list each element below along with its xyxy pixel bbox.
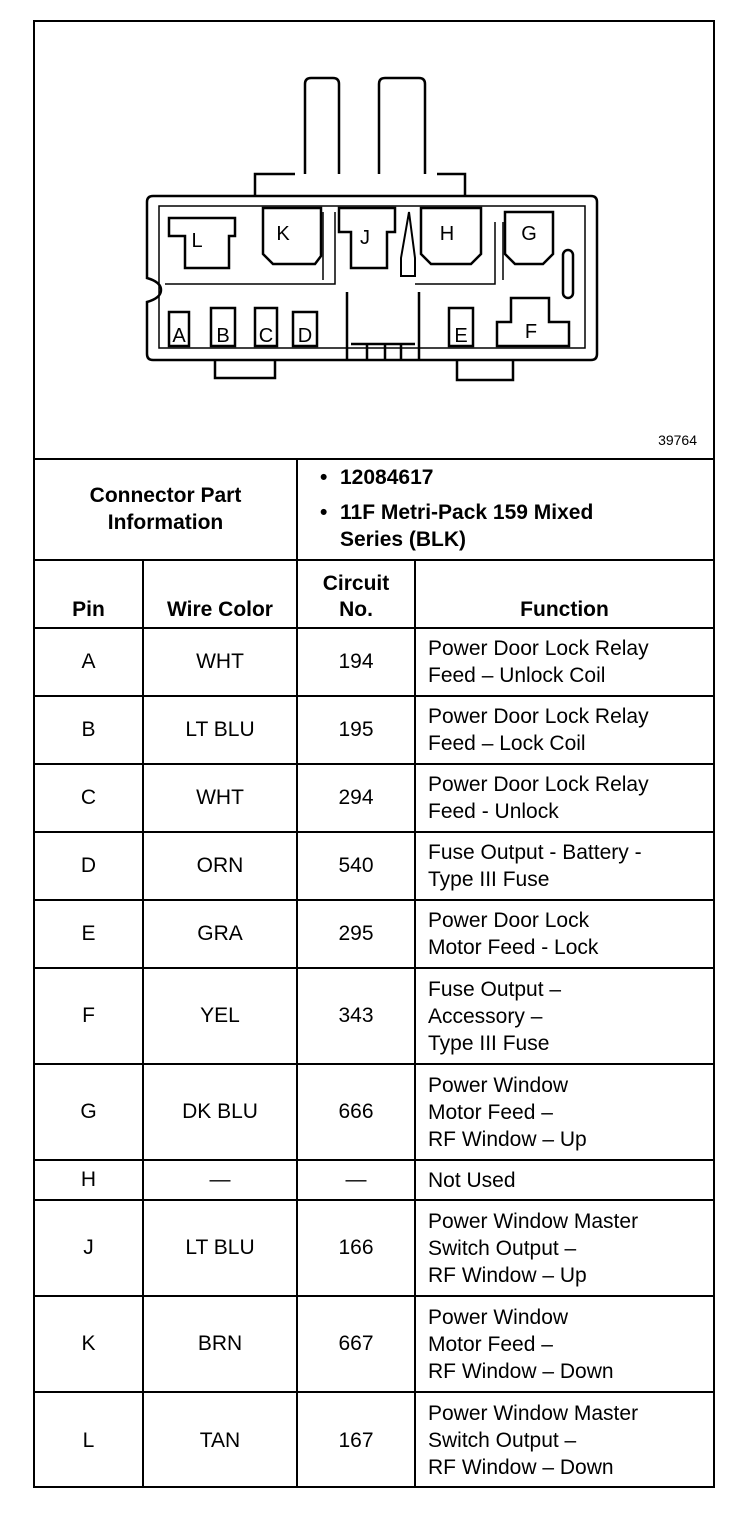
function-line: Power Window	[428, 1305, 569, 1329]
pin-label-B: B	[216, 325, 230, 347]
table-row	[35, 1160, 713, 1200]
pin-cell: D	[35, 832, 143, 900]
table-row	[35, 764, 713, 832]
function-line: RF Window – Down	[428, 1456, 614, 1479]
function-line: RF Window – Up	[428, 1127, 587, 1151]
function-cell	[415, 968, 713, 1064]
function-cell	[415, 1296, 713, 1392]
pin-label-F: F	[524, 321, 538, 343]
function-cell	[415, 832, 713, 900]
cavity-K	[263, 208, 321, 264]
function-cell	[415, 764, 713, 832]
pin-label-D: D	[297, 325, 313, 347]
side-slot	[563, 250, 573, 298]
function-line: Fuse Output –	[428, 977, 562, 1001]
function-line: Motor Feed –	[428, 1100, 553, 1124]
circuit-cell: 295	[297, 900, 415, 968]
function-line: RF Window – Up	[428, 1263, 587, 1287]
pin-label-C: C	[258, 325, 274, 347]
connector-diagram	[35, 22, 713, 460]
wire-color-cell: WHT	[143, 628, 297, 696]
connector-info-details	[297, 458, 713, 560]
connector-info-label-line2: Information	[107, 510, 224, 534]
wire-color-cell: DK BLU	[143, 1064, 297, 1160]
top-latch-left	[305, 78, 339, 174]
pin-cell: F	[35, 968, 143, 1064]
function-cell	[415, 1200, 713, 1296]
table-header-row	[35, 560, 713, 628]
wire-color-cell: TAN	[143, 1392, 297, 1488]
function-cell	[415, 1064, 713, 1160]
function-line: Power Door Lock	[428, 909, 590, 932]
function-line: Power Window	[428, 1073, 569, 1097]
function-line: Motor Feed –	[428, 1332, 553, 1356]
pin-label-J: J	[360, 227, 370, 249]
header-wire-color: Wire Color	[143, 560, 297, 628]
circuit-cell: 195	[297, 696, 415, 764]
pin-cell: C	[35, 764, 143, 832]
pin-cell: H	[35, 1160, 143, 1200]
wire-color-cell: GRA	[143, 900, 297, 968]
pin-label-H: H	[439, 223, 455, 245]
function-line: Fuse Output - Battery -	[428, 841, 642, 864]
top-latch-right	[379, 78, 425, 174]
connector-face-drawing	[35, 22, 713, 458]
function-line: Feed – Unlock Coil	[428, 664, 606, 687]
table-row	[35, 1296, 713, 1392]
wire-color-cell: ORN	[143, 832, 297, 900]
function-line: Power Window Master	[428, 1402, 639, 1425]
top-step-right	[437, 174, 465, 196]
function-line: Accessory –	[428, 1004, 543, 1028]
function-line: Type III Fuse	[428, 868, 550, 891]
function-cell	[415, 900, 713, 968]
figure-number: 39764	[658, 432, 697, 448]
pin-label-K: K	[276, 223, 290, 245]
header-circuit-line2: No.	[339, 598, 373, 621]
table-row	[35, 900, 713, 968]
function-cell	[415, 1392, 713, 1488]
wire-color-cell: YEL	[143, 968, 297, 1064]
function-line: Feed – Lock Coil	[428, 732, 586, 755]
pin-label-L: L	[191, 230, 203, 252]
function-line: Power Door Lock Relay	[428, 637, 649, 660]
pin-rows	[35, 628, 713, 1488]
function-line: Switch Output –	[428, 1429, 577, 1452]
pin-cell: K	[35, 1296, 143, 1392]
pin-label-E: E	[454, 325, 468, 347]
table-row	[35, 968, 713, 1064]
circuit-cell: 194	[297, 628, 415, 696]
function-line: Motor Feed - Lock	[428, 936, 599, 959]
circuit-cell: 343	[297, 968, 415, 1064]
function-line: Power Window Master	[428, 1209, 639, 1233]
table-row	[35, 832, 713, 900]
pin-cell: B	[35, 696, 143, 764]
connector-description	[340, 499, 703, 553]
pin-cell: J	[35, 1200, 143, 1296]
wire-color-cell: BRN	[143, 1296, 297, 1392]
connector-description-line2: Series (BLK)	[340, 528, 467, 551]
pin-cell: E	[35, 900, 143, 968]
header-pin: Pin	[35, 560, 143, 628]
connector-info-label	[35, 458, 297, 560]
connector-info-row	[35, 458, 713, 560]
connector-frame	[33, 20, 715, 1488]
function-line: Feed - Unlock	[428, 800, 559, 823]
function-line: Power Door Lock Relay	[428, 705, 649, 728]
circuit-cell: 540	[297, 832, 415, 900]
function-cell	[415, 1160, 713, 1200]
table-row	[35, 1392, 713, 1488]
pin-cell: L	[35, 1392, 143, 1488]
top-step-left	[255, 174, 295, 196]
table-row	[35, 628, 713, 696]
function-cell	[415, 696, 713, 764]
function-line: RF Window – Down	[428, 1359, 614, 1383]
bottom-tab-right	[457, 360, 513, 380]
table-row	[35, 1200, 713, 1296]
header-function: Function	[415, 560, 713, 628]
pin-cell: G	[35, 1064, 143, 1160]
circuit-cell: 167	[297, 1392, 415, 1488]
circuit-cell: —	[297, 1160, 415, 1200]
header-circuit-line1: Circuit	[322, 572, 390, 595]
table-row	[35, 1064, 713, 1160]
connector-info-label-line1: Connector Part	[89, 483, 242, 507]
center-key	[347, 292, 419, 360]
circuit-cell: 294	[297, 764, 415, 832]
wire-color-cell: WHT	[143, 764, 297, 832]
pin-label-G: G	[521, 223, 537, 245]
bottom-tab-left	[215, 360, 275, 378]
header-circuit-no	[297, 560, 415, 628]
pin-cell: A	[35, 628, 143, 696]
function-line: Type III Fuse	[428, 1031, 550, 1055]
table-row	[35, 696, 713, 764]
pinout-table	[35, 458, 713, 1488]
function-line: Switch Output –	[428, 1236, 577, 1260]
circuit-cell: 166	[297, 1200, 415, 1296]
circuit-cell: 666	[297, 1064, 415, 1160]
function-line: Power Door Lock Relay	[428, 773, 649, 796]
function-cell	[415, 628, 713, 696]
wire-color-cell: —	[143, 1160, 297, 1200]
connector-description-line1: 11F Metri-Pack 159 Mixed	[340, 501, 594, 524]
part-number: • 12084617	[340, 464, 703, 491]
pin-label-A: A	[172, 325, 186, 347]
wire-color-cell: LT BLU	[143, 696, 297, 764]
function-line: Not Used	[428, 1168, 516, 1192]
circuit-cell: 667	[297, 1296, 415, 1392]
wire-color-cell: LT BLU	[143, 1200, 297, 1296]
